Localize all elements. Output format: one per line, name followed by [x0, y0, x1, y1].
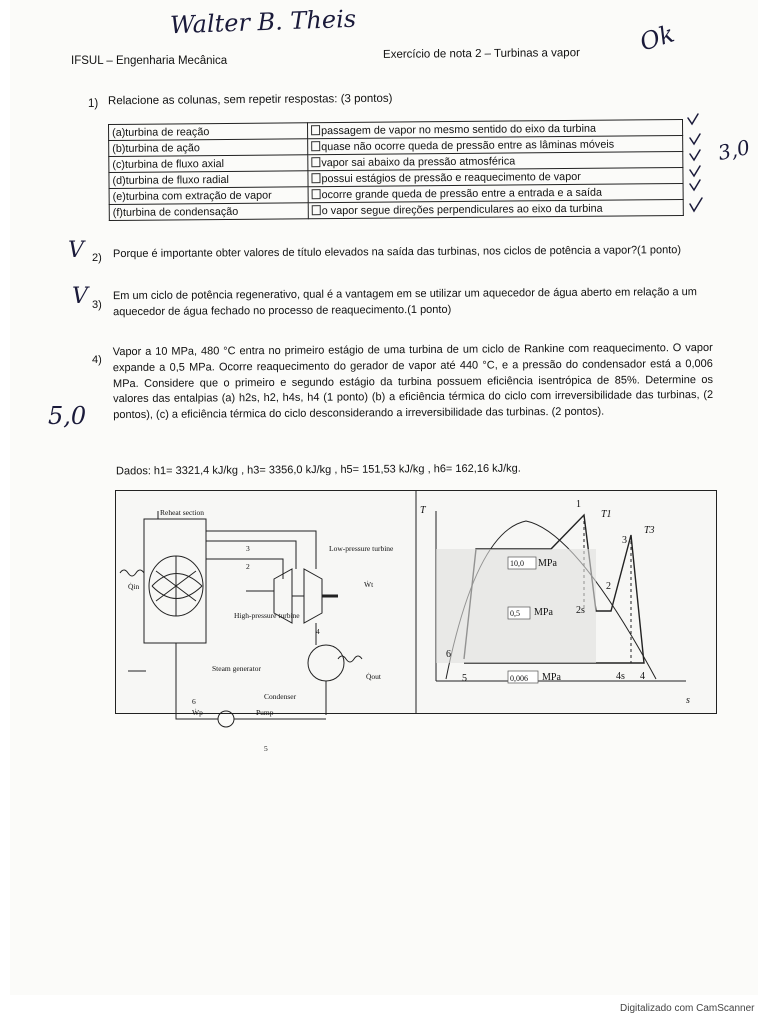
label-q-in: Q̇in — [128, 582, 140, 591]
q2-text: Porque é importante obter valores de título elevados na saída das turbinas, nos ciclos de potência a vapor?(1 ponto) — [112, 244, 682, 261]
label-pump: Pump — [256, 708, 274, 717]
p-low: 0,006 — [510, 674, 528, 683]
label-steam-generator: Steam generator — [212, 664, 261, 673]
q2-check-mark: V — [68, 238, 84, 263]
q3-number: 3) — [92, 299, 102, 311]
state-6: 6 — [192, 697, 196, 706]
answer-box — [311, 141, 320, 151]
point-5: 5 — [462, 673, 467, 684]
p-mid-unit: MPa — [534, 607, 553, 618]
label-q-out: Q̇out — [366, 672, 381, 681]
t1-label: T1 — [601, 509, 612, 520]
answer-text: passagem de vapor no mesmo sentido do eixo da turbina — [321, 122, 596, 137]
point-1: 1 — [576, 499, 581, 510]
t-axis-label: T — [420, 505, 426, 516]
label-reheat-section: Reheat section — [160, 508, 204, 517]
q3-text: Em um ciclo de potência regenerativo, qual é a vantagem em se utilizar um aquecedor de água aberto em relação a um aquecedor de água fechado no processo de reaquecimento.(1 ponto) — [112, 286, 697, 318]
rankine-reheat-figure — [115, 490, 717, 753]
p-high-unit: MPa — [538, 558, 557, 569]
cycle-schematic — [116, 491, 416, 753]
answer-box — [311, 125, 320, 135]
answer-text: o vapor segue direções perpendiculares ao eixo da turbina — [321, 202, 603, 217]
left-cell: (a)turbina de reação — [109, 123, 308, 141]
left-cell: (d)turbina de fluxo radial — [109, 171, 308, 189]
left-cell: (b)turbina de ação — [109, 139, 308, 157]
left-cell: (c)turbina de fluxo axial — [109, 155, 308, 173]
point-2: 2 — [606, 581, 611, 592]
label-w-t: Ẇt — [364, 580, 374, 589]
p-low-unit: MPa — [542, 672, 561, 683]
s-axis-label: s — [686, 695, 690, 706]
left-cell: (f)turbina de condensação — [109, 203, 308, 221]
student-signature: Walter B. Theis — [169, 4, 357, 40]
point-2s: 2s — [576, 605, 585, 616]
label-condenser: Condenser — [264, 692, 297, 701]
p-mid: 0,5 — [510, 609, 520, 618]
q4-data-line: Dados: h1= 3321,4 kJ/kg , h3= 3356,0 kJ/kg , h5= 151,53 kJ/kg , h6= 162,16 kJ/kg. — [115, 462, 521, 478]
right-cell — [308, 199, 683, 218]
answer-text: vapor sai abaixo da pressão atmosférica — [321, 154, 516, 169]
grader-mark: Ok — [636, 19, 678, 57]
answer-text: quase não ocorre queda de pressão entre as lâminas móveis — [321, 138, 615, 153]
left-cell: (e)turbina com extração de vapor — [109, 187, 308, 205]
q1-check-marks — [680, 112, 720, 217]
q1-prompt: Relacione as colunas, sem repetir respostas: (3 pontos) — [107, 92, 393, 108]
label-lp-turbine: Low-pressure turbine — [329, 544, 394, 553]
q2-number: 2) — [92, 252, 102, 264]
institution-name: IFSUL – Engenharia Mecânica — [71, 55, 228, 67]
answer-box — [311, 157, 320, 167]
p-high: 10,0 — [510, 559, 524, 568]
state-5: 5 — [264, 744, 268, 753]
answer-box — [312, 205, 321, 215]
ts-diagram — [416, 491, 716, 713]
answer-text: possui estágios de pressão e reaquecimento de vapor — [321, 170, 581, 185]
label-hp-turbine: High-pressure turbine — [234, 611, 300, 620]
q1-number: 1) — [88, 98, 99, 110]
point-3: 3 — [622, 535, 627, 546]
point-6: 6 — [446, 649, 451, 660]
q1-matching-table — [108, 119, 684, 221]
label-w-p: Ẇp — [192, 708, 203, 717]
t3-label: T3 — [644, 525, 655, 536]
answer-box — [312, 189, 321, 199]
state-2: 2 — [246, 562, 250, 571]
answer-box — [311, 173, 320, 183]
state-3: 3 — [246, 544, 250, 553]
answer-text: ocorre grande queda de pressão entre a entrada e a saída — [321, 186, 602, 201]
scanner-watermark: Digitalizado com CamScanner — [620, 1003, 755, 1014]
point-4s: 4s — [616, 671, 625, 682]
q4-score: 5,0 — [48, 402, 87, 430]
q4-number: 4) — [92, 354, 102, 366]
q4-text: Vapor a 10 MPa, 480 °C entra no primeiro estágio de uma turbina de um ciclo de Rankine com reaquecimento. O vapor expande a 0,5 MPa. Ocorre reaquecimento do gerador de vapor até 440 °C, e a pressão do condensador está a 0,006 MPa. Considere que o primeiro e segundo estágio da turbina possuem eficiência isentrópica de 85%. Determine os valores das entalpias (a) h2s, h2, h4s, h4 (1 ponto) (b) a eficiência térmica do ciclo com irreversibilidade das turbinas, (2 pontos), (c) a eficiência térmica do ciclo desconsiderando a irreversibilidade das turbinas. (2 pontos). — [112, 341, 714, 422]
q3-check-mark: V — [72, 284, 88, 309]
exam-title: Exercício de nota 2 – Turbinas a vapor — [382, 47, 580, 61]
point-4: 4 — [640, 671, 645, 682]
q1-score: 3,0 — [715, 134, 752, 166]
state-4: 4 — [316, 627, 320, 636]
